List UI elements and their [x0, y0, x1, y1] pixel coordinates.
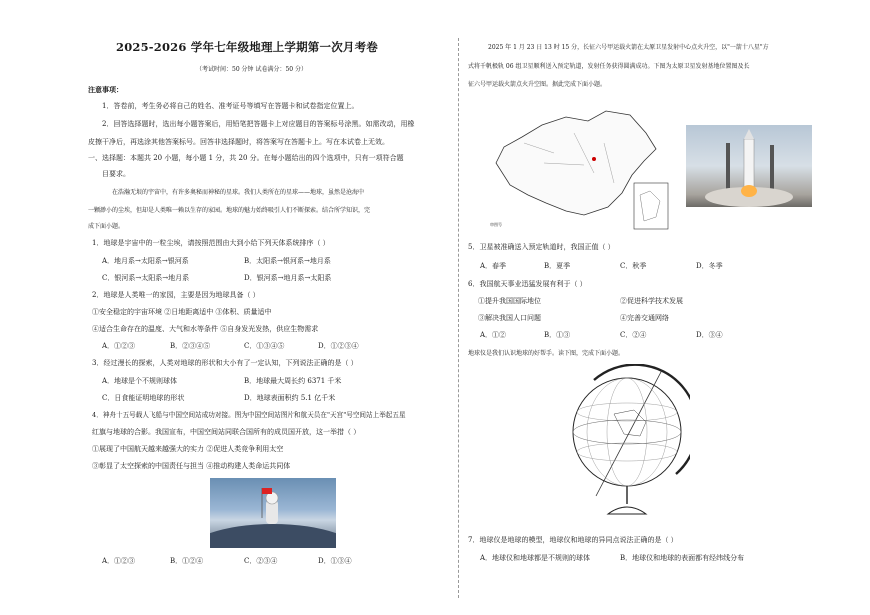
q6-option-d[interactable]: D．③④: [696, 331, 723, 339]
column-divider: [458, 38, 459, 598]
launch-intro-2: 式将千帆极轨 06 组卫星顺利送入预定轨道，发射任务获得圆满成功。下图为太原卫星发射基地位置图及长: [468, 63, 750, 70]
q5-option-b[interactable]: B．夏季: [544, 262, 571, 270]
q3-stem: 3．经过漫长的探索，人类对地球的形状和大小有了一定认知，下列说法正确的是（ ）: [92, 359, 358, 367]
rocket-launch-photo: [686, 125, 812, 207]
globe-intro: 地球仪是我们认识地球的好帮手。读下图，完成下面小题。: [468, 350, 625, 357]
section1-heading-cont: 目要求。: [102, 170, 130, 178]
q3-option-d[interactable]: D．地球表面积约 5.1 亿千米: [244, 394, 336, 402]
q4-option-a[interactable]: A．①②③: [102, 557, 136, 565]
exam-title: 2025-2026 学年七年级地理上学期第一次月考卷: [116, 40, 378, 54]
q2-option-c[interactable]: C．①③④⑤: [244, 342, 285, 350]
launch-intro-1: 2025 年 1 月 23 日 13 时 15 分，长征六号甲运载火箭在太原卫星发射中心点火升空，以"一箭十八星"方: [488, 44, 769, 51]
q6-option-b[interactable]: B．①③: [544, 331, 571, 339]
q6-statement-4: ④完善交通网络: [620, 314, 669, 322]
launch-intro-3: 征六号甲运载火箭点火升空图。据此完成下面小题。: [468, 81, 607, 88]
q6-stem: 6．我国航天事业迅猛发展有利于（ ）: [468, 280, 587, 288]
china-map-outline: [484, 103, 670, 233]
q2-option-a[interactable]: A．①②③: [102, 342, 136, 350]
q4-option-d[interactable]: D．①③④: [318, 557, 352, 565]
space-station-photo: [210, 478, 336, 548]
globe-illustration: [564, 364, 690, 526]
map-caption: 审图号: [490, 222, 502, 227]
q3-option-b[interactable]: B．地球最大周长约 6371 千米: [244, 377, 342, 385]
q6-statement-3: ③解决我国人口问题: [478, 314, 541, 322]
q2-option-b[interactable]: B．②③④⑤: [170, 342, 211, 350]
q7-stem: 7．地球仪是地球的模型，地球仪和地球的异同点说法正确的是（ ）: [468, 536, 678, 544]
q2-option-d[interactable]: D．①②③④: [318, 342, 359, 350]
q5-option-c[interactable]: C．秋季: [620, 262, 647, 270]
q4-stem-line-1: 4．神舟十五号载人飞船与中国空间站成功对接。图为中国空间站图片和航天员在"天宫"号空间站上举起五星: [92, 411, 406, 419]
q4-option-b[interactable]: B．①②④: [170, 557, 204, 565]
q4-stem-line-2: 红旗与地球的合影。我国宣布，中国空间站同联合国所有的成员国开放，这一举措（ ）: [92, 428, 361, 436]
exam-subtitle: （考试时间：50 分钟 试卷满分：50 分）: [196, 66, 307, 73]
q1-option-d[interactable]: D．银河系→地月系→太阳系: [244, 274, 332, 282]
q3-option-a[interactable]: A．地球是个不规则球体: [102, 377, 178, 385]
q4-option-c[interactable]: C．②③④: [244, 557, 278, 565]
china-map-figure: [484, 103, 670, 233]
q5-option-a[interactable]: A．春季: [480, 262, 507, 270]
q6-option-c[interactable]: C．②④: [620, 331, 647, 339]
astronaut-flag-illustration: [210, 478, 336, 548]
q1-option-c[interactable]: C．银河系→太阳系→地月系: [102, 274, 190, 282]
q7-option-b[interactable]: B．地球仪和地球的表面都有经纬线分布: [620, 554, 745, 562]
q6-statement-2: ②促进科学技术发展: [620, 297, 683, 305]
q5-stem: 5．卫星被准确送入预定轨道时，我国正值（ ）: [468, 243, 615, 251]
q1-option-b[interactable]: B．太阳系→银河系→地月系: [244, 257, 331, 265]
q4-statements-2: ③彰显了太空探索的中国责任与担当 ④推动构建人类命运共同体: [92, 462, 291, 470]
q4-statements-1: ①展现了中国航天越来越强大的实力 ②促进人类竞争利用太空: [92, 445, 284, 453]
q5-option-d[interactable]: D．冬季: [696, 262, 723, 270]
q6-option-a[interactable]: A．①②: [480, 331, 507, 339]
intro-line-2: 一颗渺小的尘埃，但却是人类唯一赖以生存的家园。地球的魅力始终吸引人们不断探索。结合所学知识，完: [88, 207, 371, 214]
q1-option-a[interactable]: A．地月系→太阳系→银河系: [102, 257, 189, 265]
note-2a: 2．回答选择题时，选出每小题答案后，用铅笔把答题卡上对应题目的答案标号涂黑。如需改动，用橡: [102, 120, 415, 128]
intro-line-3: 成下面小题。: [88, 223, 125, 230]
q2-stem: 2．地球是人类唯一的家园，主要是因为地球具备（ ）: [92, 291, 260, 299]
q2-statements-1: ①安全稳定的宇宙环境 ②日地距离适中 ③体积、质量适中: [92, 308, 272, 316]
q1-stem: 1．地球是宇宙中的一粒尘埃，请按照范围由大到小给下列天体系统排序（ ）: [92, 239, 330, 247]
section1-heading: 一、选择题：本题共 20 小题，每小题 1 分，共 20 分。在每小题给出的四个选项中，只有一项符合题: [88, 154, 404, 162]
notes-heading: 注意事项：: [88, 85, 123, 94]
note-1: 1．答卷前，考生务必将自己的姓名、准考证号等填写在答题卡和试卷指定位置上。: [102, 102, 359, 110]
q2-statements-2: ④适合生命存在的温度、大气和水等条件 ⑤自身发光发热，供应生物需求: [92, 325, 319, 333]
rocket-launch-illustration: [686, 125, 812, 207]
note-2b: 皮擦干净后，再选涂其他答案标号。回答非选择题时，将答案写在答题卡上。写在本试卷上无效。: [88, 138, 389, 146]
q3-option-c[interactable]: C．日食能证明地球的形状: [102, 394, 185, 402]
q7-option-a[interactable]: A．地球仪和地球都是不规则的球体: [480, 554, 591, 562]
globe-figure: [564, 364, 690, 526]
intro-line-1: 在浩瀚无垠的宇宙中，有许多奥秘而神秘的星球。我们人类所在的星球——地球，虽然是沧海中: [112, 189, 365, 196]
q6-statement-1: ①提升我国国际地位: [478, 297, 541, 305]
